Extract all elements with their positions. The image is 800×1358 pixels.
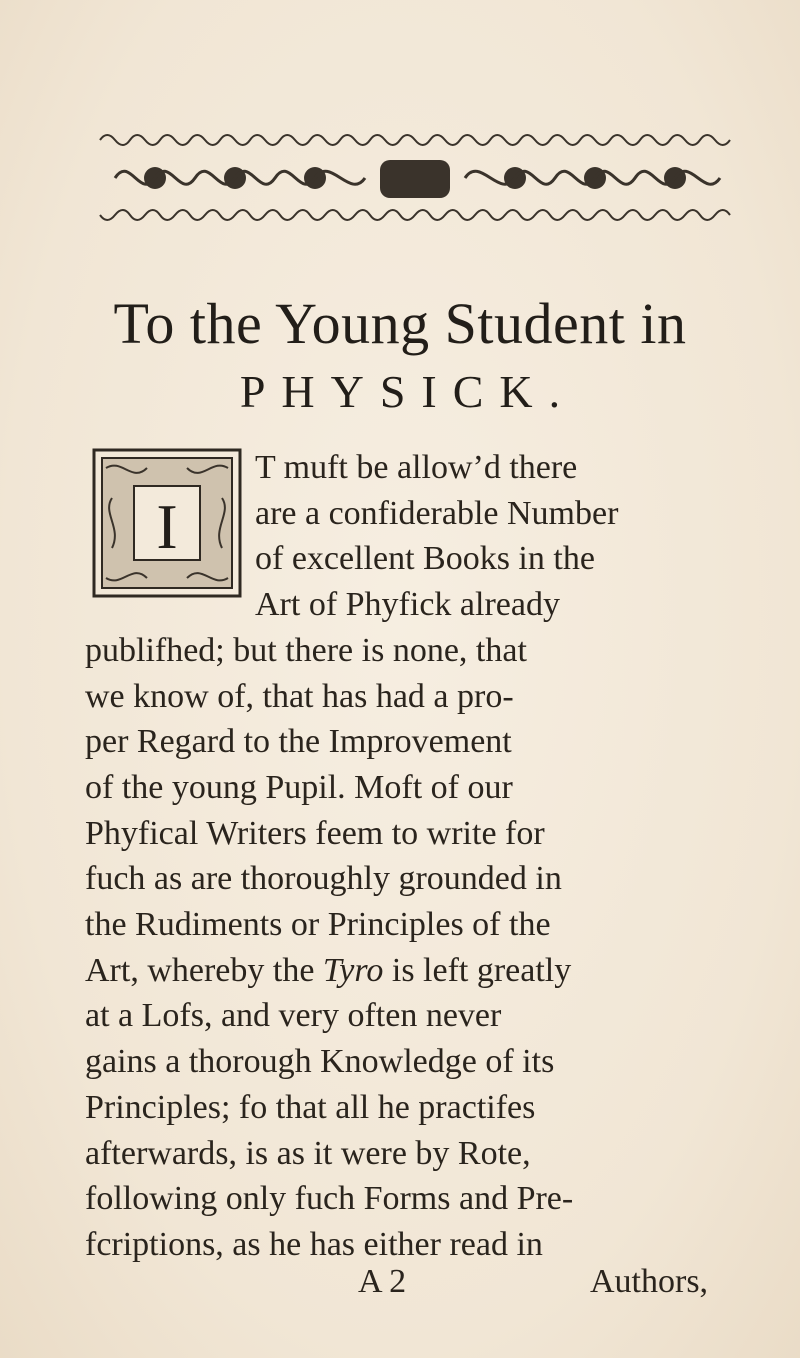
- text-line: publifhed; but there is none, that: [85, 631, 527, 669]
- catchword: Authors,: [590, 1263, 709, 1300]
- text-line: Art, whereby the Tyro is left greatly: [85, 951, 572, 989]
- text-line: fcriptions, as he has either read in: [85, 1225, 543, 1263]
- text-line: we know of, that has had a pro-: [85, 677, 514, 715]
- italic-word: Tyro: [322, 951, 384, 989]
- text-line: T muft be allow’d there: [255, 449, 578, 486]
- text-line: Principles; fo that all he practifes: [85, 1088, 536, 1126]
- text-line: the Rudiments or Principles of the: [85, 906, 551, 944]
- text-line: per Regard to the Improvement: [85, 723, 512, 761]
- text-line: fuch as are thoroughly grounded in: [85, 860, 562, 898]
- text-line: of excellent Books in the: [255, 540, 595, 578]
- headpiece-ornament: [95, 130, 735, 225]
- body-paragraph: [85, 445, 725, 1268]
- text-line: Phyfical Writers feem to write for: [85, 814, 545, 852]
- signature-mark: A 2: [358, 1263, 407, 1300]
- drop-cap-letter: I: [156, 491, 178, 562]
- text-line: afterwards, is as it were by Rote,: [85, 1134, 531, 1172]
- text-line: at a Lofs, and very often never: [85, 997, 502, 1035]
- text-line: gains a thorough Knowledge of its: [85, 1043, 555, 1081]
- text-line: of the young Pupil. Moft of our: [85, 768, 513, 806]
- text-line: Art of Phyfick already: [255, 586, 560, 624]
- text-line: following only fuch Forms and Pre-: [85, 1180, 574, 1218]
- text-line: are a confiderable Number: [255, 494, 619, 532]
- page-title: To the Young Student in: [113, 291, 687, 356]
- page-subtitle: PHYSICK.: [239, 366, 577, 417]
